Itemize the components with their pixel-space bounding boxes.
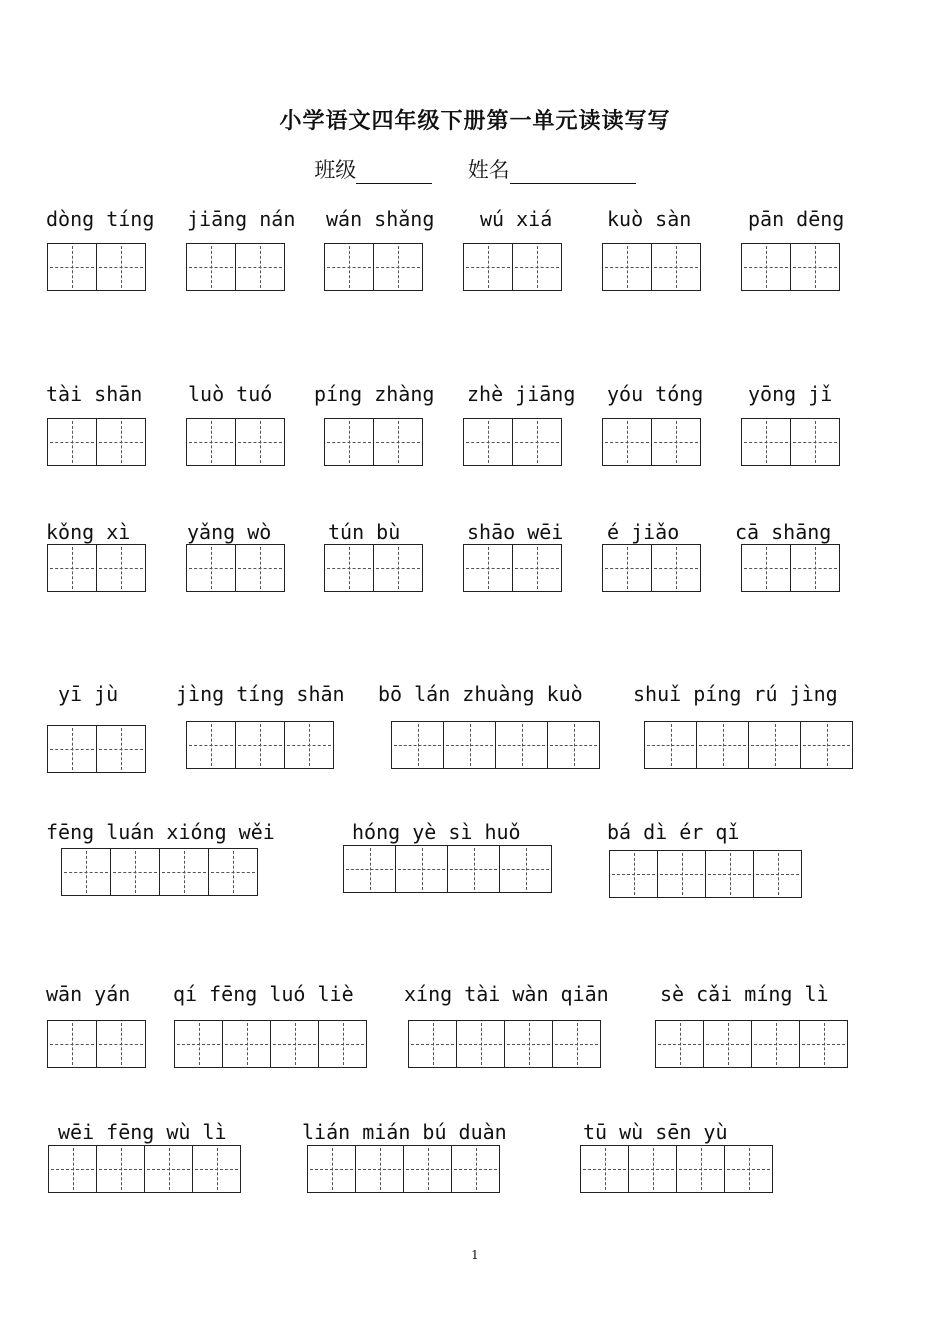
pinyin: jiāng nán <box>187 207 296 231</box>
writing-grid[interactable] <box>391 721 600 769</box>
pinyin: yǎng wò <box>187 520 272 544</box>
writing-grid[interactable] <box>741 418 840 466</box>
writing-grid[interactable] <box>580 1145 773 1193</box>
pinyin: zhè jiāng <box>467 382 576 406</box>
pinyin: bō lán zhuàng kuò <box>378 682 583 706</box>
pinyin: wán shǎng <box>326 207 435 231</box>
pinyin: pān dēng <box>748 207 845 231</box>
pinyin: fēng luán xióng wěi <box>46 820 275 844</box>
writing-grid[interactable] <box>741 243 840 291</box>
class-label: 班级 <box>314 158 357 182</box>
name-label: 姓名 <box>467 158 510 182</box>
pinyin: qí fēng luó liè <box>173 982 354 1006</box>
pinyin: cā shāng <box>735 520 832 544</box>
pinyin: shuǐ píng rú jìng <box>633 682 838 706</box>
pinyin: luò tuó <box>188 382 273 406</box>
writing-grid[interactable] <box>463 418 562 466</box>
pinyin: wān yán <box>46 982 131 1006</box>
writing-grid[interactable] <box>463 544 562 592</box>
writing-grid[interactable] <box>602 418 701 466</box>
writing-grid[interactable] <box>324 418 423 466</box>
writing-grid[interactable] <box>602 544 701 592</box>
name-blank[interactable] <box>510 159 636 184</box>
pinyin: é jiǎo <box>607 520 680 544</box>
writing-grid[interactable] <box>609 850 802 898</box>
pinyin: lián mián bú duàn <box>302 1120 507 1144</box>
writing-grid[interactable] <box>186 544 285 592</box>
writing-grid[interactable] <box>61 848 258 896</box>
writing-grid[interactable] <box>655 1020 848 1068</box>
writing-grid[interactable] <box>307 1145 500 1193</box>
pinyin: tún bù <box>328 520 401 544</box>
writing-grid[interactable] <box>47 725 146 773</box>
pinyin: yóu tóng <box>607 382 704 406</box>
writing-grid[interactable] <box>48 1145 241 1193</box>
writing-grid[interactable] <box>186 721 334 769</box>
writing-grid[interactable] <box>644 721 853 769</box>
writing-grid[interactable] <box>186 418 285 466</box>
student-info <box>0 154 950 184</box>
writing-grid[interactable] <box>343 845 552 893</box>
writing-grid[interactable] <box>47 544 146 592</box>
pinyin: bá dì ér qǐ <box>607 820 740 844</box>
pinyin: wú xiá <box>480 207 553 231</box>
pinyin: shāo wēi <box>467 520 564 544</box>
pinyin: tài shān <box>46 382 143 406</box>
pinyin: wēi fēng wù lì <box>58 1120 227 1144</box>
pinyin: píng zhàng <box>314 382 435 406</box>
pinyin: jìng tíng shān <box>176 682 345 706</box>
pinyin: kǒng xì <box>46 520 131 544</box>
pinyin: yī jù <box>58 682 119 706</box>
writing-grid[interactable] <box>186 243 285 291</box>
pinyin: yōng jǐ <box>748 382 833 406</box>
writing-grid[interactable] <box>324 544 423 592</box>
page-title: 小学语文四年级下册第一单元读读写写 <box>279 108 671 134</box>
writing-grid[interactable] <box>602 243 701 291</box>
writing-grid[interactable] <box>47 1020 146 1068</box>
writing-grid[interactable] <box>741 544 840 592</box>
page-number: 1 <box>471 1248 479 1262</box>
class-blank[interactable] <box>356 159 432 184</box>
writing-grid[interactable] <box>408 1020 601 1068</box>
writing-grid[interactable] <box>324 243 423 291</box>
pinyin: dòng tíng <box>46 207 155 231</box>
pinyin: kuò sàn <box>607 207 692 231</box>
pinyin: tū wù sēn yù <box>583 1120 728 1144</box>
writing-grid[interactable] <box>47 418 146 466</box>
pinyin: xíng tài wàn qiān <box>404 982 609 1006</box>
writing-grid[interactable] <box>463 243 562 291</box>
pinyin: sè cǎi míng lì <box>660 982 829 1006</box>
pinyin: hóng yè sì huǒ <box>352 820 521 844</box>
writing-grid[interactable] <box>47 243 146 291</box>
writing-grid[interactable] <box>174 1020 367 1068</box>
